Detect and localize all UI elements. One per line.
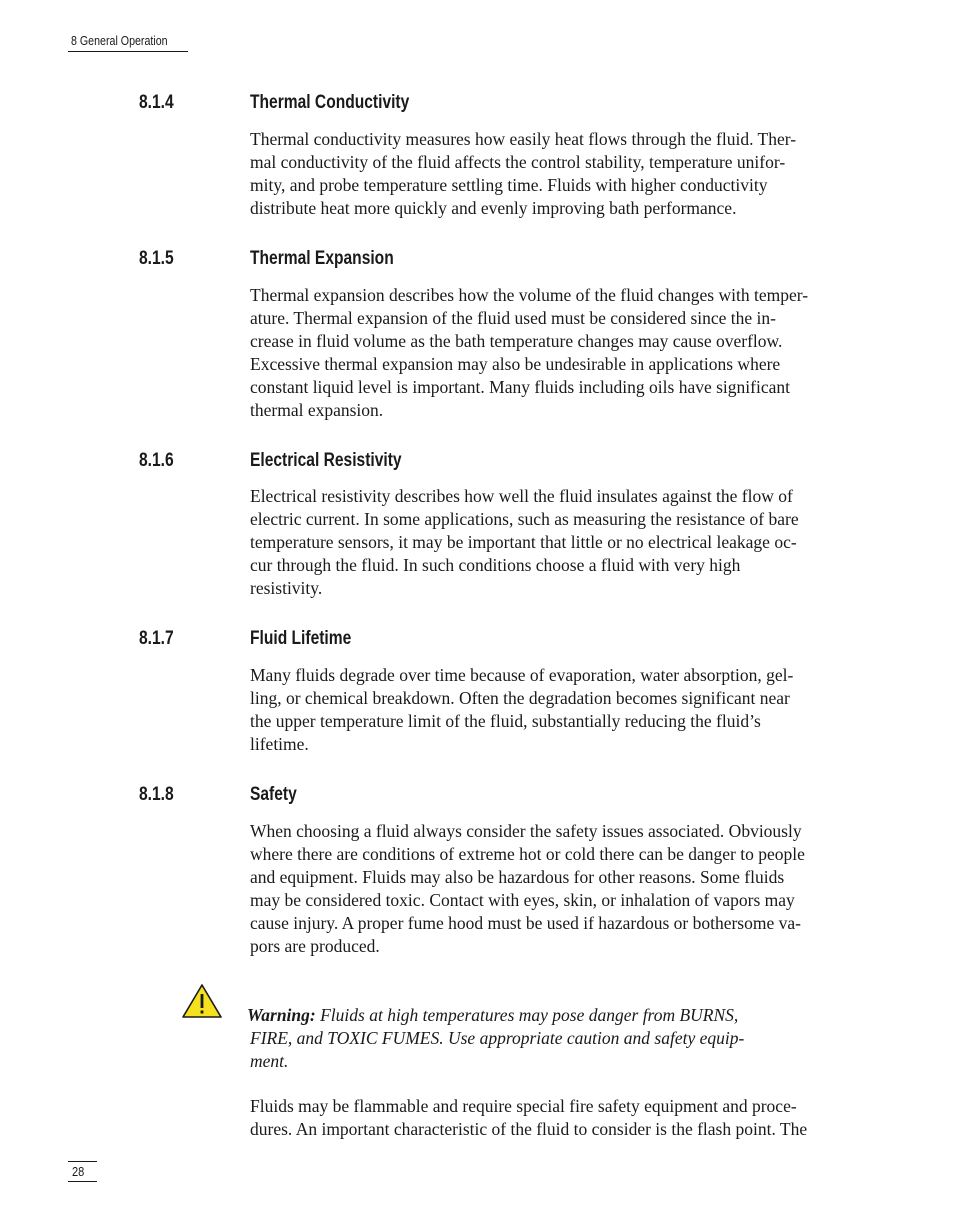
page-number: 28 xyxy=(68,1161,97,1182)
section-title: Thermal Expansion xyxy=(250,248,394,269)
warning-label: Warning: xyxy=(247,1005,316,1025)
section-number: 8.1.5 xyxy=(139,248,174,269)
warning-note: Warning: Fluids at high temperatures may pose danger from BURNS, FIRE, and TOXIC FUMES. Use appropriate caution and safety equip- ment. xyxy=(247,1005,745,1071)
warning-text: Fluids at high temperatures may pose danger from BURNS, xyxy=(315,1005,739,1025)
section-title: Fluid Lifetime xyxy=(250,628,352,649)
section-number: 8.1.7 xyxy=(139,628,174,649)
section-paragraph: Thermal expansion describes how the volume of the fluid changes with temper- ature. Thermal expansion of the fluid used must be considered since the in- crease in fluid volume as the bath temperature changes may cause overflow. Excessive thermal expansion may also be undesirable in applications where constant liquid level is important. Many fluids including oils have significant thermal expansion. xyxy=(250,285,809,420)
section-paragraph: Many fluids degrade over time because of evaporation, water absorption, gel- ling, or chemical breakdown. Often the degradation becomes significant near the upper temperature limit of the fluid, substantially reducing the fluid’s lifetime. xyxy=(250,665,794,754)
section-number: 8.1.8 xyxy=(139,784,174,805)
closing-paragraph: Fluids may be flammable and require special fire safety equipment and proce- dures. An important characteristic of the fluid to consider is the flash point. The xyxy=(250,1096,808,1139)
section-paragraph: Electrical resistivity describes how well the fluid insulates against the flow of electric current. In some applications, such as measuring the resistance of bare temperature sensors, it may be important that little or no electrical leakage oc- cur through the fluid. In such conditions choose a fluid with very high resistivity. xyxy=(250,486,799,598)
section-paragraph: When choosing a fluid always consider the safety issues associated. Obviously where there are conditions of extreme hot or cold there can be danger to people and equipment. Fluids may also be hazardous for other reasons. Some fluids may be considered toxic. Contact with eyes, skin, or inhalation of vapors may cause injury. A proper fume hood must be used if hazardous or bothersome va- pors are produced. xyxy=(250,821,805,956)
running-header xyxy=(68,33,188,52)
section-title: Safety xyxy=(250,784,297,805)
section-number: 8.1.4 xyxy=(139,92,174,113)
section-title: Thermal Conductivity xyxy=(250,92,410,113)
warning-triangle-icon xyxy=(181,983,223,1019)
chapter-title: 8 General Operation xyxy=(71,33,168,48)
section-number: 8.1.6 xyxy=(139,450,174,471)
section-title: Electrical Resistivity xyxy=(250,450,402,471)
section-paragraph: Thermal conductivity measures how easily heat flows through the fluid. Ther- mal conductivity of the fluid affects the control stability, temperature unifor- mity, and probe temperature settling time. Fluids with higher conductivity distribute heat more quickly and evenly improving bath performance. xyxy=(250,129,797,218)
